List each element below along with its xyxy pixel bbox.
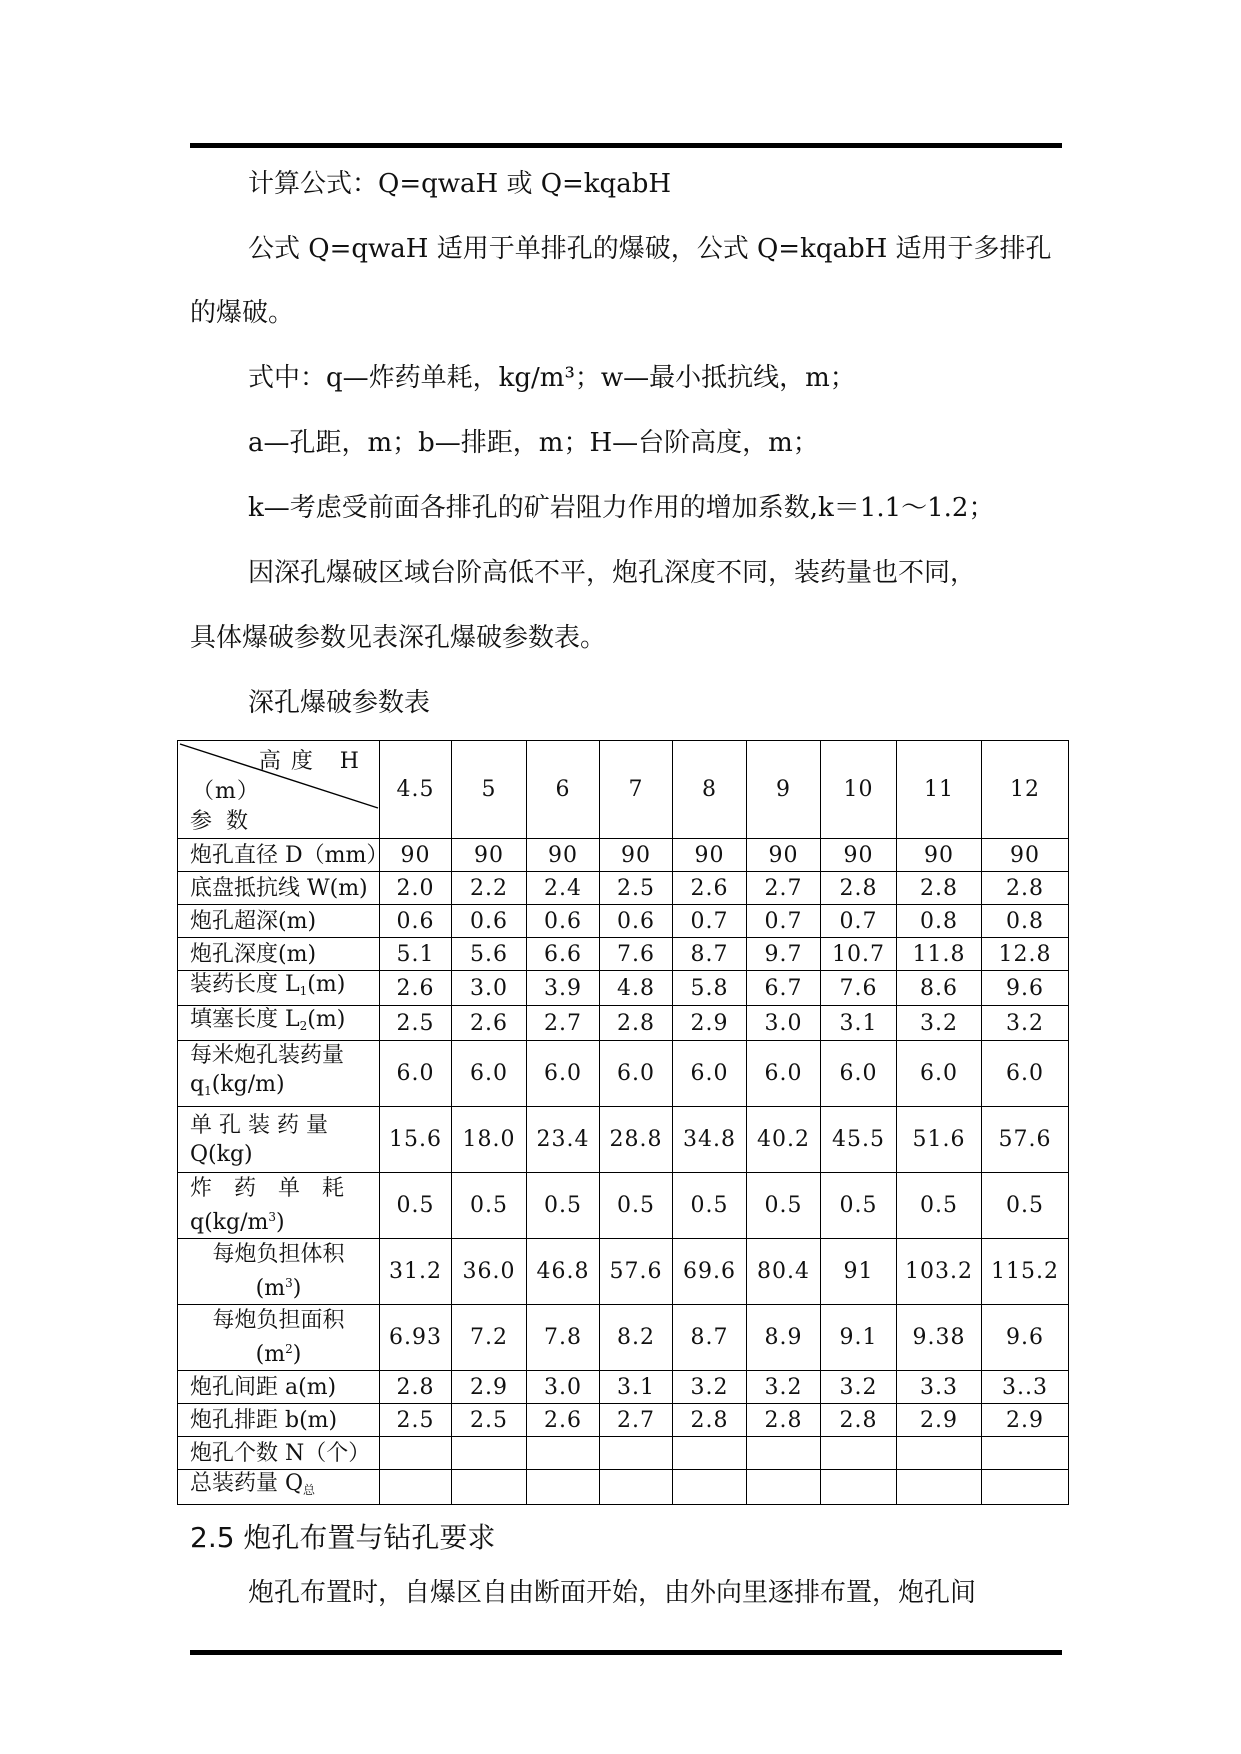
value-cell: 0.7 (673, 905, 747, 938)
row-label-line-1: 每炮负担体积 (212, 1242, 345, 1267)
value-cell: 9.38 (897, 1305, 982, 1371)
corner-unit-label: （m） (192, 778, 260, 804)
value-cell: 9.6 (982, 1305, 1069, 1371)
value-cell: 91 (821, 1239, 897, 1305)
row-label (178, 1107, 380, 1173)
value-cell: 103.2 (897, 1239, 982, 1305)
row-label-line-1: 炸 药 单 耗 (190, 1176, 345, 1201)
value-cell: 7.2 (452, 1305, 527, 1371)
row-label-subscript: 2 (299, 1019, 308, 1033)
height-header: 10 (821, 741, 897, 839)
value-cell: 5.8 (673, 971, 747, 1006)
value-cell (527, 1437, 600, 1470)
value-cell: 2.9 (452, 1371, 527, 1404)
row-label: 炮孔间距 a(m) (178, 1371, 380, 1404)
value-cell: 0.7 (747, 905, 821, 938)
value-cell: 3.3 (897, 1371, 982, 1404)
value-cell: 0.7 (821, 905, 897, 938)
value-cell: 6.0 (452, 1041, 527, 1107)
value-cell: 2.9 (673, 1006, 747, 1041)
value-cell: 7.6 (600, 938, 673, 971)
value-cell: 10.7 (821, 938, 897, 971)
value-cell: 3.1 (600, 1371, 673, 1404)
value-cell: 7.6 (821, 971, 897, 1006)
value-cell (452, 1437, 527, 1470)
value-cell: 0.8 (982, 905, 1069, 938)
row-label-superscript: 2 (285, 1342, 293, 1356)
value-cell: 3.2 (821, 1371, 897, 1404)
row-label (178, 1041, 380, 1107)
row-label-line-2 (178, 1269, 379, 1303)
value-cell (527, 1470, 600, 1505)
row-label-unit: (m) (307, 972, 346, 997)
value-cell: 0.5 (747, 1173, 821, 1239)
value-cell: 57.6 (600, 1239, 673, 1305)
height-header: 12 (982, 741, 1069, 839)
value-cell: 9.6 (982, 971, 1069, 1006)
value-cell: 2.7 (527, 1006, 600, 1041)
value-cell: 0.5 (673, 1173, 747, 1239)
value-cell: 3.0 (527, 1371, 600, 1404)
value-cell: 40.2 (747, 1107, 821, 1173)
value-cell: 2.8 (821, 1404, 897, 1437)
row-label-text: 装药长度 L (190, 972, 300, 997)
row-label-line-1: 每炮负担面积 (212, 1308, 345, 1333)
value-cell: 8.9 (747, 1305, 821, 1371)
value-cell: 3.9 (527, 971, 600, 1006)
row-label-superscript: 3 (285, 1276, 293, 1290)
value-cell: 6.0 (821, 1041, 897, 1107)
value-cell (600, 1470, 673, 1505)
table-row (178, 971, 1069, 1006)
value-cell: 9.7 (747, 938, 821, 971)
height-header: 4.5 (380, 741, 452, 839)
table-row (178, 1305, 1069, 1371)
value-cell: 15.6 (380, 1107, 452, 1173)
section-heading: 2.5 炮孔布置与钻孔要求 (190, 1521, 496, 1554)
value-cell: 3..3 (982, 1371, 1069, 1404)
value-cell: 12.8 (982, 938, 1069, 971)
value-cell: 0.5 (982, 1173, 1069, 1239)
value-cell: 7.8 (527, 1305, 600, 1371)
height-header: 6 (527, 741, 600, 839)
value-cell: 2.8 (673, 1404, 747, 1437)
value-cell: 6.0 (897, 1041, 982, 1107)
value-cell: 0.5 (821, 1173, 897, 1239)
value-cell: 2.8 (821, 872, 897, 905)
value-cell: 80.4 (747, 1239, 821, 1305)
table-header-row (178, 741, 1069, 839)
table-row (178, 872, 1069, 905)
height-header: 8 (673, 741, 747, 839)
value-cell: 2.8 (600, 1006, 673, 1041)
usage-line-2: 的爆破。 (190, 298, 295, 328)
value-cell: 2.7 (747, 872, 821, 905)
value-cell: 2.4 (527, 872, 600, 905)
row-label-line-2 (190, 1203, 379, 1237)
value-cell: 51.6 (897, 1107, 982, 1173)
value-cell: 6.0 (527, 1041, 600, 1107)
note-line-1: 因深孔爆破区域台阶高低不平，炮孔深度不同，装药量也不同， (248, 558, 977, 588)
value-cell: 3.2 (747, 1371, 821, 1404)
row-label (178, 1239, 380, 1305)
value-cell: 3.0 (747, 1006, 821, 1041)
row-label-text: (m (255, 1276, 286, 1301)
value-cell (982, 1470, 1069, 1505)
value-cell: 3.0 (452, 971, 527, 1006)
row-label-superscript: 3 (268, 1210, 276, 1224)
row-label (178, 1173, 380, 1239)
corner-height-label: 高度 H (258, 748, 369, 774)
value-cell: 2.8 (747, 1404, 821, 1437)
row-label: 炮孔超深(m) (178, 905, 380, 938)
row-label: 炮孔排距 b(m) (178, 1404, 380, 1437)
row-label (178, 1305, 380, 1371)
value-cell (897, 1437, 982, 1470)
value-cell: 0.5 (527, 1173, 600, 1239)
value-cell: 3.2 (897, 1006, 982, 1041)
row-label-line-1: 每米炮孔装药量 (190, 1043, 345, 1068)
value-cell: 2.5 (452, 1404, 527, 1437)
value-cell: 69.6 (673, 1239, 747, 1305)
row-label-line-1: 单 孔 装 药 量 (190, 1112, 328, 1138)
value-cell: 8.2 (600, 1305, 673, 1371)
value-cell: 0.6 (600, 905, 673, 938)
row-label-line-2 (178, 1335, 379, 1369)
value-cell: 3.2 (982, 1006, 1069, 1041)
value-cell (673, 1437, 747, 1470)
value-cell (747, 1437, 821, 1470)
value-cell: 3.2 (673, 1371, 747, 1404)
row-label-unit: (kg/m) (211, 1072, 285, 1097)
row-label-text: q(kg/m (190, 1210, 269, 1235)
row-label-unit: (m) (307, 1007, 346, 1032)
value-cell: 2.8 (982, 872, 1069, 905)
value-cell: 28.8 (600, 1107, 673, 1173)
value-cell: 0.5 (380, 1173, 452, 1239)
value-cell: 57.6 (982, 1107, 1069, 1173)
value-cell: 2.9 (897, 1404, 982, 1437)
value-cell: 90 (897, 839, 982, 872)
table-row (178, 938, 1069, 971)
table-row (178, 1470, 1069, 1505)
value-cell: 2.6 (380, 971, 452, 1006)
value-cell: 2.5 (380, 1404, 452, 1437)
blasting-parameters-table (177, 740, 1069, 1505)
value-cell: 0.6 (527, 905, 600, 938)
row-label: 底盘抵抗线 W(m) (178, 872, 380, 905)
row-label-text: (m (255, 1342, 286, 1367)
value-cell: 6.6 (527, 938, 600, 971)
formula-line: 计算公式：Q=qwaH 或 Q=kqabH (248, 169, 672, 199)
usage-line-1: 公式 Q=qwaH 适用于单排孔的爆破，公式 Q=kqabH 适用于多排孔 (248, 234, 1052, 264)
row-label-subscript: 1 (299, 984, 308, 998)
table-row (178, 905, 1069, 938)
value-cell: 8.7 (673, 938, 747, 971)
row-label: 炮孔直径 D（mm） (178, 839, 380, 872)
table-row (178, 1239, 1069, 1305)
value-cell: 2.8 (897, 872, 982, 905)
value-cell: 90 (747, 839, 821, 872)
value-cell: 18.0 (452, 1107, 527, 1173)
value-cell: 46.8 (527, 1239, 600, 1305)
value-cell (821, 1470, 897, 1505)
value-cell: 6.0 (600, 1041, 673, 1107)
value-cell (380, 1470, 452, 1505)
definitions-line-3: k—考虑受前面各排孔的矿岩阻力作用的增加系数,k＝1.1～1.2； (248, 493, 995, 523)
row-label: 炮孔个数 N（个） (178, 1437, 380, 1470)
value-cell: 90 (527, 839, 600, 872)
value-cell: 5.1 (380, 938, 452, 971)
value-cell: 2.6 (452, 1006, 527, 1041)
row-label (178, 971, 380, 1006)
value-cell: 0.8 (897, 905, 982, 938)
table-row (178, 1404, 1069, 1437)
value-cell: 90 (673, 839, 747, 872)
table-row (178, 1041, 1069, 1107)
row-label-unit: ) (276, 1210, 285, 1235)
value-cell: 2.8 (380, 1371, 452, 1404)
row-label: 炮孔深度(m) (178, 938, 380, 971)
row-label-unit: ) (292, 1342, 302, 1367)
value-cell: 11.8 (897, 938, 982, 971)
section-paragraph: 炮孔布置时，自爆区自由断面开始，由外向里逐排布置，炮孔间 (248, 1578, 977, 1608)
definitions-line-2: a—孔距，m；b—排距，m；H—台阶高度，m； (248, 428, 819, 458)
value-cell: 90 (600, 839, 673, 872)
value-cell: 23.4 (527, 1107, 600, 1173)
value-cell: 0.6 (452, 905, 527, 938)
value-cell: 2.7 (600, 1404, 673, 1437)
table-caption: 深孔爆破参数表 (248, 688, 431, 718)
table-row (178, 1107, 1069, 1173)
value-cell: 2.5 (600, 872, 673, 905)
note-line-2: 具体爆破参数见表深孔爆破参数表。 (190, 623, 607, 653)
value-cell (380, 1437, 452, 1470)
value-cell: 6.7 (747, 971, 821, 1006)
corner-param-label: 参数 (190, 808, 263, 834)
row-label-line-2 (190, 1070, 379, 1106)
value-cell: 0.5 (600, 1173, 673, 1239)
value-cell: 4.8 (600, 971, 673, 1006)
height-header: 7 (600, 741, 673, 839)
value-cell: 0.5 (897, 1173, 982, 1239)
value-cell: 36.0 (452, 1239, 527, 1305)
value-cell: 34.8 (673, 1107, 747, 1173)
row-label-text: q (190, 1072, 205, 1097)
value-cell: 90 (982, 839, 1069, 872)
value-cell: 6.0 (380, 1041, 452, 1107)
value-cell (747, 1470, 821, 1505)
value-cell: 90 (821, 839, 897, 872)
value-cell: 90 (380, 839, 452, 872)
table-row (178, 1173, 1069, 1239)
value-cell (452, 1470, 527, 1505)
row-label (178, 1006, 380, 1041)
table-row (178, 1006, 1069, 1041)
row-label-line-2: Q(kg) (190, 1141, 253, 1167)
height-header: 5 (452, 741, 527, 839)
row-label (178, 1470, 380, 1505)
row-label-text: 总装药量 Q (190, 1471, 304, 1496)
value-cell: 0.6 (380, 905, 452, 938)
definitions-line-1: 式中：q—炸药单耗，kg/m³；w—最小抵抗线，m； (248, 363, 856, 393)
value-cell (673, 1470, 747, 1505)
corner-cell (178, 741, 380, 839)
value-cell (982, 1437, 1069, 1470)
value-cell: 2.0 (380, 872, 452, 905)
value-cell: 45.5 (821, 1107, 897, 1173)
table-row (178, 839, 1069, 872)
footer-rule (190, 1650, 1062, 1655)
value-cell: 2.9 (982, 1404, 1069, 1437)
value-cell: 6.93 (380, 1305, 452, 1371)
height-header: 9 (747, 741, 821, 839)
value-cell (821, 1437, 897, 1470)
value-cell: 90 (452, 839, 527, 872)
table-row (178, 1437, 1069, 1470)
row-label-unit: ) (292, 1276, 302, 1301)
value-cell: 2.6 (673, 872, 747, 905)
value-cell: 5.6 (452, 938, 527, 971)
header-rule (190, 143, 1062, 148)
value-cell: 8.7 (673, 1305, 747, 1371)
value-cell: 9.1 (821, 1305, 897, 1371)
value-cell: 0.5 (452, 1173, 527, 1239)
value-cell: 6.0 (747, 1041, 821, 1107)
value-cell: 115.2 (982, 1239, 1069, 1305)
value-cell: 2.2 (452, 872, 527, 905)
value-cell: 8.6 (897, 971, 982, 1006)
value-cell: 6.0 (982, 1041, 1069, 1107)
table-row (178, 1371, 1069, 1404)
value-cell: 3.1 (821, 1006, 897, 1041)
value-cell (897, 1470, 982, 1505)
height-header: 11 (897, 741, 982, 839)
value-cell: 6.0 (673, 1041, 747, 1107)
value-cell: 2.5 (380, 1006, 452, 1041)
row-label-subscript: 1 (204, 1084, 212, 1098)
row-label-text: 填塞长度 L (190, 1007, 300, 1032)
value-cell: 2.6 (527, 1404, 600, 1437)
row-label-subscript: 总 (303, 1483, 316, 1497)
value-cell (600, 1437, 673, 1470)
value-cell: 31.2 (380, 1239, 452, 1305)
